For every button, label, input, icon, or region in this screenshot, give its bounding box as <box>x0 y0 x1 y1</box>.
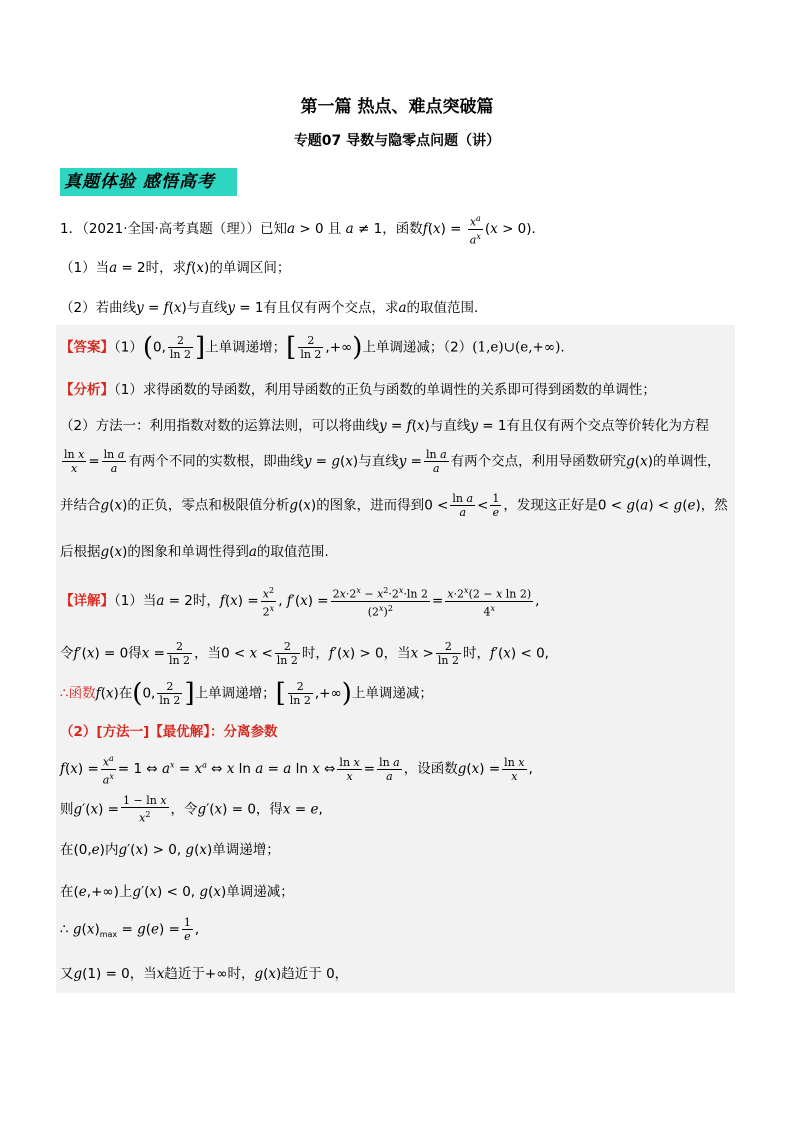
detail-line-5: f(x) = $\frac{x^a}{a^x}$ = 1 ⇔ $a^x = x^a$ ⇔ x ln a = a ln x ⇔ $\frac{\text{ln x}}{x}$ = $\frac{\text{ln a}}{a}$ ，设函数g(x) = $\frac{\text{ln x}}{x}$ , <box>60 754 533 787</box>
fraction: $\frac{x^a}{a^x}$ <box>469 214 481 247</box>
analysis-tag: 【分析】 <box>60 382 114 398</box>
answer-tag: 【答案】 <box>60 339 114 356</box>
analysis-line-5: 后根据g(x)的图象和单调性得到a的取值范围. <box>60 544 329 560</box>
detail-line-2: 令f′(x) = 0得x = $\frac{2}{\ln 2}$ ，当0 < x < $\frac{2}{\ln 2}$ 时，f′(x) > 0，当x > $\frac{2}{\ln 2}$ 时，f′(x) < 0, <box>60 640 549 667</box>
document-title: 第一篇 热点、难点突破篇 <box>300 97 494 117</box>
detail-line-8: 在(e,+∞)上g′(x) < 0, g(x)单调递减； <box>60 884 294 900</box>
detail-line-10: 又g(1) = 0，当x趋近于+∞时，g(x)趋近于 0， <box>60 966 349 982</box>
analysis-line-4: 并结合g(x)的正负，零点和极限值分析g(x)的图象，进而得到0 < $\frac{\text{ln a}}{a}$ < $\frac{1}{e}$ ，发现这正好是0 < g(a) < g(e)，然 <box>60 492 728 519</box>
analysis-line-3: $\frac{\text{ln x}}{x}$ = $\frac{\text{ln a}}{a}$ 有两个不同的实数根，即曲线y = g(x)与直线y = $\frac{\text{ln a}}{a}$ 有两个交点，利用导函数研究g(x)的单调性， <box>64 448 721 475</box>
problem-intro: 1．（2021·全国·高考真题（理））已知a > 0 且 a ≠ 1，函数f(x) = $\frac{x^a}{a^x}$ (x > 0)． <box>60 214 546 247</box>
detail-line-6: 则g′(x) = $\frac{\text{1 − ln x}}{x^2}$ ，令g′(x) = 0，得x = e, <box>60 794 323 825</box>
section-banner: 真题体验 感悟高考 <box>60 168 237 196</box>
detail-line-9: ∴ $g(x)_{max} = g(e)$ = $\frac{1}{e}$ , <box>60 916 200 943</box>
problem-part1: （1）当a = 2时，求f(x)的单调区间； <box>60 260 291 276</box>
problem-part2: （2）若曲线y = f(x)与直线y = 1有且仅有两个交点，求a的取值范围． <box>60 300 488 316</box>
detail-method-heading: （2）[方法一]【最优解】：分离参数 <box>60 724 278 740</box>
document-subtitle: 专题07 导数与隐零点问题（讲） <box>293 133 501 149</box>
answer-line: 【答案】（1）(0, $\frac{2}{\ln 2}$ ]上单调递增；[ $\frac{2}{\ln 2}$ ,+∞)上单调递减；（2）(1,e)∪(e,+∞). <box>60 332 565 363</box>
detail-line-3: ∴函数f(x)在(0, $\frac{2}{\ln 2}$ ]上单调递增；[ $\frac{2}{\ln 2}$ ,+∞)上单调递减； <box>60 678 433 709</box>
detail-line-7: 在(0,e)内g′(x) > 0, g(x)单调递增； <box>60 842 280 858</box>
detail-tag: 【详解】 <box>60 593 114 610</box>
detail-line-1: 【详解】（1）当a = 2时，f(x) = $\frac{x^2}{2^x}$ , f′(x) = $\frac{2x\cdot 2^x - x^2\cdot 2^x\cdot\ln 2}{(2^x)^2}$ = $\frac{x\cdot 2^x(2 - x \ln 2)}{4^x}$ , <box>60 586 540 619</box>
analysis-line-1: 【分析】（1）求得函数的导函数，利用导函数的正负与函数的单调性的关系即可得到函数的单调性； <box>60 382 656 398</box>
analysis-line-2: （2）方法一：利用指数对数的运算法则，可以将曲线y = f(x)与直线y = 1有且仅有两个交点等价转化为方程 <box>60 418 709 434</box>
